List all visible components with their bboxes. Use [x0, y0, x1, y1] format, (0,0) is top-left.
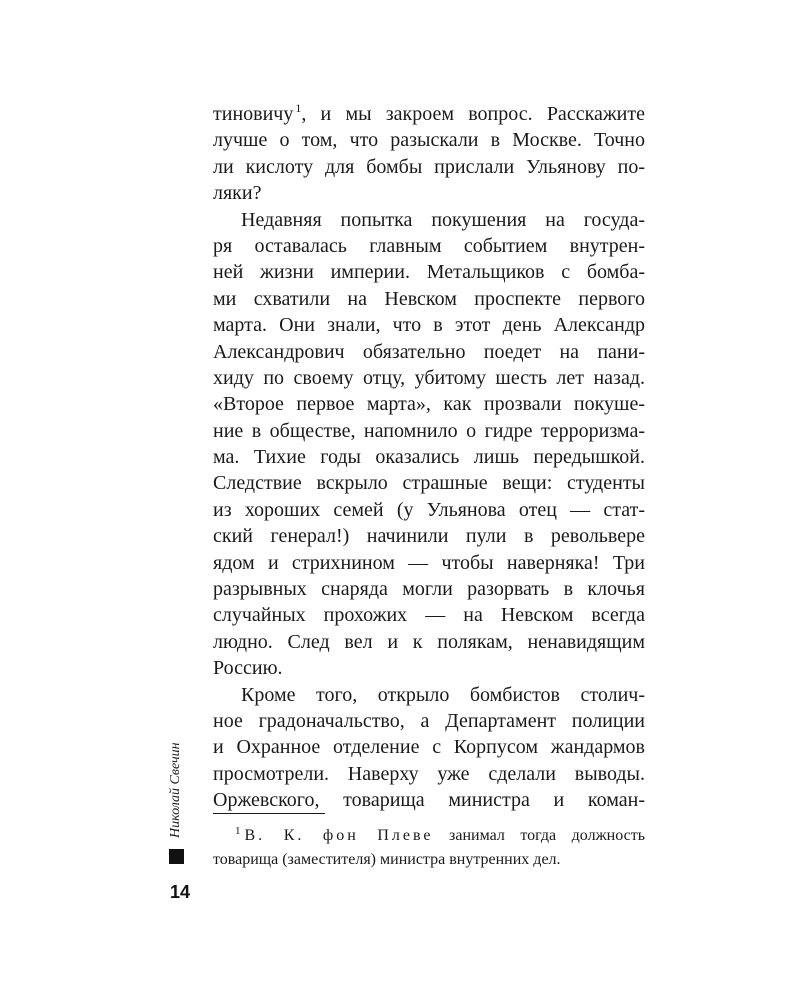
footnote-line: $^1$ В. К. фон Плеве занимал тогда должность — [235, 824, 645, 844]
footnote-number: 1 — [235, 824, 241, 837]
text-line: ляки? — [213, 182, 262, 205]
text-line: тиновичу $^1$, и мы закроем вопрос. Расскажите — [213, 101, 645, 125]
text-line: лучше о том, что разыскали в Москве. Точно — [213, 129, 645, 152]
text-line: марта. Они знали, что в этот день Александр — [213, 314, 645, 337]
text-line: Следствие вскрыло страшные вещи: студенты — [213, 472, 645, 495]
text-line: Россию. — [213, 657, 283, 680]
footnote-reference: 1 — [295, 101, 302, 116]
main-text — [213, 101, 645, 814]
footnote-person-name: В. К. фон Плеве — [244, 827, 434, 844]
text-line: людно. След вел и к полякам, ненавидящим — [213, 630, 645, 653]
text-line: ли кислоту для бомбы прислали Ульянову по- — [213, 155, 645, 178]
text-line: просмотрели. Наверху уже сделали выводы. — [213, 762, 645, 785]
text-line: хиду по своему отцу, убитому шесть лет назад. — [213, 366, 645, 389]
text-line: ней жизни империи. Метальщиков с бомба- — [213, 261, 645, 284]
text-line: ский генерал!) начинили пули в револьвере — [213, 525, 645, 548]
footnote — [213, 824, 645, 872]
text-line: ря оставалась главным событием внутрен- — [213, 234, 645, 257]
text-line: ми схватили на Невском проспекте первого — [213, 287, 645, 310]
text-line: ное градоначальство, а Департамент полиции — [213, 709, 645, 732]
text-line: Александрович обязательно поедет на пани- — [213, 340, 645, 363]
text-line: Кроме того, открыло бомбистов столич- — [241, 683, 645, 706]
text-line: ядом и стрихнином — чтобы наверняка! Три — [213, 551, 645, 574]
square-marker-icon — [169, 849, 184, 864]
text-line: ние в обществе, напомнило о гидре терроризма- — [213, 419, 645, 442]
text-line: разрывных снаряда могли разорвать в клочья — [213, 578, 645, 601]
text-line: и Охранное отделение с Корпусом жандармов — [213, 736, 645, 759]
text-line: Недавняя попытка покушения на госуда- — [241, 208, 645, 231]
footnote-divider — [213, 813, 325, 814]
page-number: 14 — [170, 882, 191, 902]
text-line: из хороших семей (у Ульянова отец — стат- — [213, 498, 645, 521]
text-line: «Второе первое марта», как прозвали покуше- — [213, 393, 645, 416]
text-line: ма. Тихие годы оказались лишь передышкой. — [213, 446, 645, 469]
text-line: Оржевского, товарища министра и коман- — [213, 789, 645, 812]
footnote-line: товарища (заместителя) министра внутренних дел. — [213, 851, 561, 868]
running-head-author: Николай Свечин — [168, 742, 183, 838]
text-line: случайных прохожих — на Невском всегда — [213, 604, 645, 627]
